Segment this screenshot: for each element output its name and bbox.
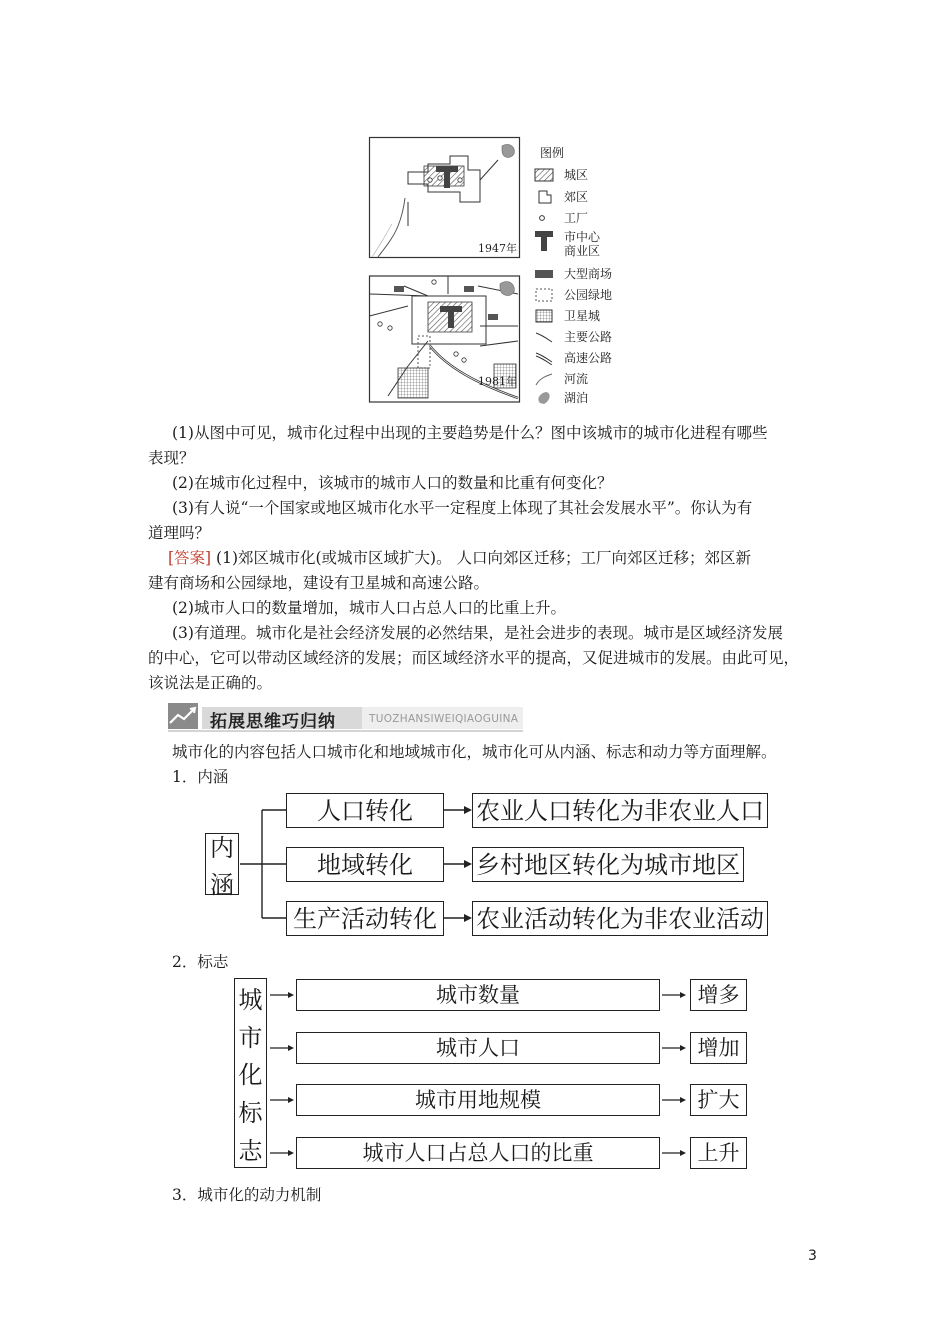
- answer-1: (1)郊区城市化(或城市区域扩大)。 人口向郊区迁移；工厂向郊区迁移；郊区新: [216, 549, 752, 567]
- legend-item: [534, 370, 588, 387]
- legend-item: [534, 389, 588, 406]
- connotation-heading: 1．内涵: [172, 768, 229, 786]
- indicator-item-box: 城市用地规模: [296, 1084, 660, 1116]
- legend-label: 主要公路: [564, 330, 613, 344]
- root-char: 内: [210, 834, 234, 862]
- legend-item: [534, 166, 588, 183]
- connotation-right-box: 农业活动转化为非农业活动: [472, 901, 768, 936]
- legend-label: 郊区: [564, 190, 589, 204]
- legend-item: [534, 307, 600, 324]
- connotation-root: [205, 833, 239, 899]
- root-char: 市: [238, 1023, 263, 1052]
- question-3-cont: 道理吗？: [148, 524, 211, 542]
- indicators-root: [234, 978, 267, 1168]
- answer-3: (3)有道理。城市化是社会经济发展的必然结果，是社会进步的表现。城市是区域经济发展: [172, 624, 783, 642]
- page-number: 3: [808, 1248, 817, 1264]
- river-icon: [534, 372, 556, 386]
- legend-label: 河流: [564, 372, 589, 386]
- question-2: (2)在城市化过程中，该城市的城市人口的数量和比重有何变化？: [172, 474, 613, 492]
- legend-item: [534, 230, 600, 258]
- question-1-cont: 表现？: [148, 449, 195, 467]
- legend-item: [534, 188, 588, 205]
- park-icon: [534, 288, 556, 302]
- root-char: 志: [238, 1136, 263, 1165]
- connotation-left-box: 地域转化: [286, 847, 444, 882]
- root-char: 标: [238, 1099, 263, 1128]
- year-1947-label: 1947年: [478, 242, 517, 255]
- legend-label: 高速公路: [564, 351, 613, 365]
- section-title: 拓展思维巧归纳: [210, 712, 336, 732]
- legend-item: [534, 209, 588, 226]
- highway-icon: [534, 351, 556, 365]
- cbd-icon: [534, 230, 556, 252]
- year-1981-label: 1981年: [478, 375, 517, 388]
- legend-label: 市中心 商业区: [564, 230, 601, 258]
- factory-icon: [534, 211, 556, 225]
- legend-item: [534, 286, 612, 303]
- connotation-left-box: 人口转化: [286, 793, 444, 828]
- legend-label: 卫星城: [564, 309, 601, 323]
- satellite-town-icon: [534, 309, 556, 323]
- indicator-item-box: 城市人口占总人口的比重: [296, 1137, 660, 1169]
- root-char: 涵: [210, 871, 234, 899]
- answer-2: (2)城市人口的数量增加，城市人口占总人口的比重上升。: [172, 599, 566, 617]
- indicator-item-box: 城市数量: [296, 979, 660, 1011]
- section-header: [168, 703, 523, 733]
- urban-map-figure: [368, 136, 522, 404]
- legend-item: [534, 328, 612, 345]
- indicator-result-box: 扩大: [690, 1084, 747, 1116]
- legend-label: 城区: [564, 168, 589, 182]
- legend-item: [534, 265, 612, 282]
- connotation-right-box: 农业人口转化为非农业人口: [472, 793, 768, 828]
- mall-icon: [534, 267, 556, 281]
- suburb-icon: [534, 190, 556, 204]
- question-3: (3)有人说“一个国家或地区城市化水平一定程度上体现了其社会发展水平”。你认为有: [172, 499, 753, 517]
- answer-3-cont-2: 该说法是正确的。: [148, 674, 273, 692]
- legend-label: 湖泊: [564, 391, 589, 405]
- urban-area-icon: [534, 168, 556, 182]
- section-pinyin: TUOZHANSIWEIQIAOGUINA: [369, 713, 519, 725]
- indicator-result-box: 上升: [690, 1137, 747, 1169]
- indicator-result-box: 增加: [690, 1032, 747, 1064]
- mechanism-heading: 3．城市化的动力机制: [172, 1186, 322, 1204]
- answer-1-line: [168, 546, 810, 572]
- question-1: (1)从图中可见，城市化过程中出现的主要趋势是什么？图中该城市的城市化进程有哪些: [172, 424, 768, 442]
- indicators-heading: 2．标志: [172, 953, 229, 971]
- answer-3-cont-1: 的中心，它可以带动区域经济的发展；而区域经济水平的提高，又促进城市的发展。由此可见，: [148, 649, 800, 667]
- intro-text: 城市化的内容包括人口城市化和地域城市化，城市化可从内涵、标志和动力等方面理解。: [172, 743, 777, 761]
- lake-icon: [534, 391, 556, 405]
- legend-label: 大型商场: [564, 267, 613, 281]
- answer-tag: [答案]: [168, 549, 212, 567]
- main-road-icon: [534, 330, 556, 344]
- legend-item: [534, 349, 612, 366]
- root-char: 化: [238, 1061, 263, 1090]
- legend-label: 公园绿地: [564, 288, 613, 302]
- answer-1-cont: 建有商场和公园绿地，建设有卫星城和高速公路。: [148, 574, 490, 592]
- root-char: 城: [238, 986, 263, 1015]
- indicator-item-box: 城市人口: [296, 1032, 660, 1064]
- legend-label: 工厂: [564, 211, 589, 225]
- legend-title: 图例: [540, 146, 565, 160]
- indicator-result-box: 增多: [690, 979, 747, 1011]
- connotation-right-box: 乡村地区转化为城市地区: [472, 847, 744, 882]
- connotation-left-box: 生产活动转化: [286, 901, 444, 936]
